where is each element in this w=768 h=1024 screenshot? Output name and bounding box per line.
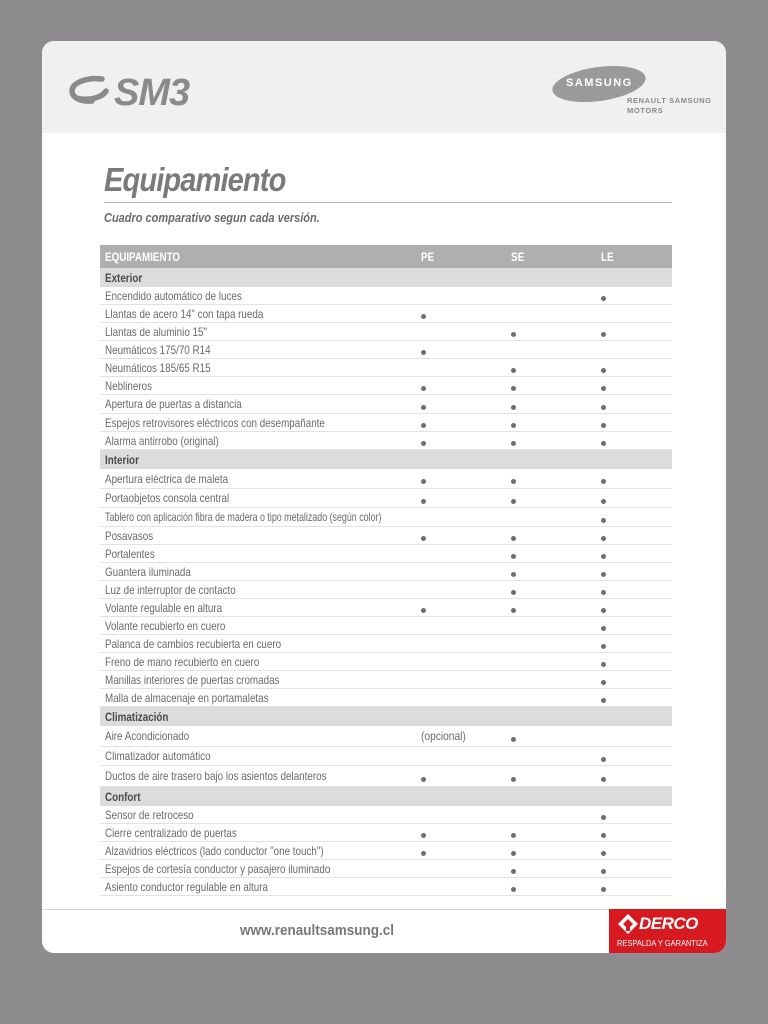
cell-le xyxy=(601,878,606,895)
table-row xyxy=(100,766,672,787)
feature-label xyxy=(105,527,164,544)
derco-emblem-icon xyxy=(617,913,639,935)
feature-label-text: Palanca de cambios recubierta en cuero xyxy=(105,636,282,651)
included-dot-icon xyxy=(421,777,426,782)
section-title-text: Confort xyxy=(105,789,141,804)
cell-le xyxy=(601,432,606,449)
table-row xyxy=(100,689,672,707)
cell-se xyxy=(511,824,516,841)
cell-le xyxy=(601,824,606,841)
included-dot-icon xyxy=(601,833,606,838)
page-subtitle: Cuadro comparativo segun cada versión. xyxy=(104,211,320,225)
feature-label-text: Ductos de aire trasero bajo los asientos delanteros xyxy=(105,769,327,783)
cell-pe xyxy=(421,395,426,413)
table-row xyxy=(100,359,672,377)
included-dot-icon xyxy=(511,869,516,874)
included-dot-icon xyxy=(601,662,606,667)
cell-se xyxy=(511,581,516,598)
feature-label-text: Freno de mano recubierto en cuero xyxy=(105,654,260,669)
included-dot-icon xyxy=(421,314,426,319)
included-dot-icon xyxy=(421,608,426,613)
included-dot-icon xyxy=(421,479,426,484)
cell-le xyxy=(601,747,606,765)
feature-label-text: Tablero con aplicación fibra de madera o tipo metalizado (según color) xyxy=(105,510,382,524)
cell-pe xyxy=(421,489,426,507)
table-row xyxy=(100,860,672,878)
feature-label xyxy=(105,359,234,376)
table-row xyxy=(100,341,672,359)
feature-label-text: Volante regulable en altura xyxy=(105,600,223,615)
included-dot-icon xyxy=(511,777,516,782)
included-dot-icon xyxy=(511,536,516,541)
table-row xyxy=(100,305,672,323)
included-dot-icon xyxy=(601,572,606,577)
included-dot-icon xyxy=(601,698,606,703)
feature-label xyxy=(105,377,162,394)
cell-le xyxy=(601,860,606,877)
included-dot-icon xyxy=(601,536,606,541)
feature-label xyxy=(105,726,208,746)
section-header-row xyxy=(100,707,672,726)
feature-label xyxy=(105,469,255,488)
feature-label xyxy=(105,341,234,358)
website-link[interactable]: www.renaultsamsung.cl xyxy=(240,922,395,939)
feature-label xyxy=(105,563,210,580)
table-row xyxy=(100,287,672,305)
included-dot-icon xyxy=(601,644,606,649)
included-dot-icon xyxy=(511,368,516,373)
included-dot-icon xyxy=(421,350,426,355)
feature-label-text: Alzavidrios eléctricos (lado conductor "one touch") xyxy=(105,843,324,858)
included-dot-icon xyxy=(511,590,516,595)
cell-se xyxy=(511,469,516,488)
table-row xyxy=(100,489,672,508)
feature-label-text: Espejos de cortesía conductor y pasajero iluminado xyxy=(105,861,331,876)
feature-label-text: Apertura eléctrica de maleta xyxy=(105,471,229,486)
cell-le xyxy=(601,599,606,616)
feature-label-text: Encendido automático de luces xyxy=(105,288,242,303)
column-header-le xyxy=(601,245,616,268)
table-header-row xyxy=(100,245,672,268)
included-dot-icon xyxy=(421,536,426,541)
included-dot-icon xyxy=(511,851,516,856)
included-dot-icon xyxy=(601,518,606,523)
included-dot-icon xyxy=(421,441,426,446)
cell-pe xyxy=(421,824,426,841)
feature-label xyxy=(105,635,320,652)
cell-le xyxy=(601,414,606,431)
column-header-le-text: LE xyxy=(601,249,614,264)
derco-logo xyxy=(609,909,726,953)
table-row xyxy=(100,599,672,617)
brand-line-1: RENAULT SAMSUNG xyxy=(627,96,712,105)
included-dot-icon xyxy=(601,423,606,428)
table-row xyxy=(100,469,672,489)
feature-label-text: Neumáticos 175/70 R14 xyxy=(105,342,211,357)
feature-label-text: Neblineros xyxy=(105,378,153,393)
included-dot-icon xyxy=(601,296,606,301)
cell-se xyxy=(511,860,516,877)
page-title: Equipamiento xyxy=(104,161,286,198)
cell-pe xyxy=(421,469,426,488)
table-row xyxy=(100,726,672,747)
table-row xyxy=(100,377,672,395)
included-dot-icon xyxy=(601,608,606,613)
feature-label-text: Neumáticos 185/65 R15 xyxy=(105,360,211,375)
section-header-row xyxy=(100,450,672,469)
cell-le xyxy=(601,287,606,304)
table-row xyxy=(100,842,672,860)
brand-line-2: MOTORS xyxy=(627,106,664,115)
cell-le xyxy=(601,323,606,340)
feature-label xyxy=(105,617,252,634)
cell-le xyxy=(601,508,606,526)
cell-pe xyxy=(421,341,426,358)
cell-se xyxy=(511,545,516,562)
column-header-equipamiento-text: EQUIPAMIENTO xyxy=(105,249,181,264)
table-row xyxy=(100,563,672,581)
cell-se xyxy=(511,766,516,786)
cell-pe-text: (opcional) xyxy=(421,729,466,743)
included-dot-icon xyxy=(511,405,516,410)
included-dot-icon xyxy=(601,851,606,856)
included-dot-icon xyxy=(511,572,516,577)
feature-label xyxy=(105,323,229,340)
table-row xyxy=(100,617,672,635)
included-dot-icon xyxy=(511,479,516,484)
section-title xyxy=(105,787,148,806)
feature-label-text: Luz de interruptor de contacto xyxy=(105,582,236,597)
samsung-logo-text: SAMSUNG xyxy=(566,77,633,89)
cell-le xyxy=(601,545,606,562)
table-row xyxy=(100,806,672,824)
derco-logo-text: DERCO xyxy=(639,914,698,933)
included-dot-icon xyxy=(601,368,606,373)
cell-le xyxy=(601,527,606,544)
included-dot-icon xyxy=(601,869,606,874)
included-dot-icon xyxy=(511,423,516,428)
included-dot-icon xyxy=(601,554,606,559)
cell-se xyxy=(511,377,516,394)
cell-se xyxy=(511,599,516,616)
included-dot-icon xyxy=(421,833,426,838)
cell-pe xyxy=(421,305,426,322)
cell-pe xyxy=(421,414,426,431)
cell-le xyxy=(601,489,606,507)
included-dot-icon xyxy=(421,386,426,391)
feature-label-text: Aire Acondicionado xyxy=(105,729,190,743)
cell-le xyxy=(601,689,606,706)
included-dot-icon xyxy=(511,332,516,337)
cell-se xyxy=(511,563,516,580)
table-row xyxy=(100,581,672,599)
cell-se xyxy=(511,726,516,746)
cell-le xyxy=(601,395,606,413)
feature-label-text: Climatizador automático xyxy=(105,749,211,763)
table-row xyxy=(100,395,672,414)
feature-label xyxy=(105,489,256,507)
feature-label-text: Portalentes xyxy=(105,546,155,561)
table-row xyxy=(100,323,672,341)
feature-label-text: Sensor de retroceso xyxy=(105,807,194,822)
feature-label xyxy=(105,671,318,688)
feature-label xyxy=(105,806,213,823)
cell-le xyxy=(601,766,606,786)
feature-label-text: Cierre centralizado de puertas xyxy=(105,825,237,840)
table-row xyxy=(100,635,672,653)
section-title-text: Interior xyxy=(105,452,139,467)
sm3-logo xyxy=(68,71,268,111)
column-header-se-text: SE xyxy=(511,249,525,264)
cell-le xyxy=(601,671,606,688)
included-dot-icon xyxy=(601,626,606,631)
section-title xyxy=(105,707,182,726)
feature-label-text: Llantas de acero 14" con tapa rueda xyxy=(105,306,264,321)
included-dot-icon xyxy=(511,887,516,892)
table-row xyxy=(100,432,672,450)
sm3-logo-text: SM3 xyxy=(114,72,190,111)
derco-tagline: RESPALDA Y GARANTIZA xyxy=(617,938,708,948)
feature-label-text: Volante recubierto en cuero xyxy=(105,618,226,633)
feature-label-text: Manillas interiores de puertas cromadas xyxy=(105,672,280,687)
included-dot-icon xyxy=(511,441,516,446)
cell-le xyxy=(601,653,606,670)
feature-label xyxy=(105,287,272,304)
included-dot-icon xyxy=(601,441,606,446)
renault-samsung-motors-text xyxy=(627,96,712,116)
feature-label xyxy=(105,432,244,449)
cell-pe xyxy=(421,527,426,544)
cell-se xyxy=(511,527,516,544)
cell-le xyxy=(601,563,606,580)
column-header-pe-text: PE xyxy=(421,249,435,264)
feature-label xyxy=(105,581,264,598)
feature-label xyxy=(105,824,266,841)
column-header-se xyxy=(511,245,527,268)
included-dot-icon xyxy=(511,499,516,504)
table-row xyxy=(100,508,672,527)
feature-label xyxy=(105,545,166,562)
feature-label xyxy=(105,689,304,706)
included-dot-icon xyxy=(421,499,426,504)
feature-label-text: Guantera iluminada xyxy=(105,564,191,579)
feature-label-text: Llantas de aluminio 15" xyxy=(105,324,207,339)
feature-label xyxy=(105,653,293,670)
included-dot-icon xyxy=(601,777,606,782)
feature-label xyxy=(105,878,304,895)
section-title xyxy=(105,450,146,469)
title-divider xyxy=(104,202,672,203)
feature-label xyxy=(105,842,372,859)
column-header-pe xyxy=(421,245,437,268)
table-row xyxy=(100,747,672,766)
feature-label xyxy=(105,508,479,526)
feature-label-text: Posavasos xyxy=(105,528,154,543)
feature-label-text: Alarma antirrobo (original) xyxy=(105,433,219,448)
table-row xyxy=(100,545,672,563)
equipment-table xyxy=(100,245,672,896)
brochure-page xyxy=(42,41,726,953)
cell-pe xyxy=(421,766,426,786)
header-band xyxy=(42,41,726,133)
cell-pe xyxy=(421,842,426,859)
section-title-text: Climatización xyxy=(105,709,169,724)
feature-label xyxy=(105,305,298,322)
cell-se xyxy=(511,414,516,431)
feature-label-text: Espejos retrovisores eléctricos con desempañante xyxy=(105,415,325,430)
cell-se xyxy=(511,359,516,376)
cell-le xyxy=(601,806,606,823)
cell-le xyxy=(601,377,606,394)
cell-se xyxy=(511,432,516,449)
table-row xyxy=(100,878,672,896)
feature-label xyxy=(105,599,248,616)
included-dot-icon xyxy=(421,423,426,428)
cell-le xyxy=(601,359,606,376)
cell-se xyxy=(511,489,516,507)
feature-label xyxy=(105,766,375,786)
included-dot-icon xyxy=(601,815,606,820)
cell-pe xyxy=(421,599,426,616)
included-dot-icon xyxy=(601,887,606,892)
feature-label-text: Malla de almacenaje en portamaletas xyxy=(105,690,269,705)
included-dot-icon xyxy=(601,680,606,685)
included-dot-icon xyxy=(511,608,516,613)
included-dot-icon xyxy=(601,757,606,762)
column-header-equipamiento xyxy=(105,245,197,268)
included-dot-icon xyxy=(601,590,606,595)
feature-label-text: Apertura de puertas a distancia xyxy=(105,397,242,411)
cell-le xyxy=(601,469,606,488)
feature-label-text: Asiento conductor regulable en altura xyxy=(105,879,269,894)
section-header-row xyxy=(100,268,672,287)
cell-se xyxy=(511,842,516,859)
included-dot-icon xyxy=(421,851,426,856)
cell-le xyxy=(601,635,606,652)
table-row xyxy=(100,824,672,842)
included-dot-icon xyxy=(421,405,426,410)
included-dot-icon xyxy=(511,737,516,742)
cell-le xyxy=(601,842,606,859)
cell-se xyxy=(511,323,516,340)
included-dot-icon xyxy=(601,386,606,391)
included-dot-icon xyxy=(601,479,606,484)
table-row xyxy=(100,527,672,545)
table-row xyxy=(100,653,672,671)
feature-label-text: Portaobjetos consola central xyxy=(105,491,230,505)
table-row xyxy=(100,414,672,432)
cell-pe xyxy=(421,726,474,746)
cell-pe xyxy=(421,432,426,449)
cell-se xyxy=(511,878,516,895)
cell-le xyxy=(601,617,606,634)
cell-se xyxy=(511,395,516,413)
cell-le xyxy=(601,581,606,598)
table-row xyxy=(100,671,672,689)
section-header-row xyxy=(100,787,672,806)
feature-label xyxy=(105,395,272,413)
included-dot-icon xyxy=(511,833,516,838)
feature-label xyxy=(105,747,234,765)
section-title xyxy=(105,268,150,287)
cell-pe xyxy=(421,377,426,394)
included-dot-icon xyxy=(601,405,606,410)
included-dot-icon xyxy=(511,386,516,391)
included-dot-icon xyxy=(601,332,606,337)
feature-label xyxy=(105,860,380,877)
included-dot-icon xyxy=(601,499,606,504)
included-dot-icon xyxy=(511,554,516,559)
section-title-text: Exterior xyxy=(105,270,143,285)
feature-label xyxy=(105,414,373,431)
